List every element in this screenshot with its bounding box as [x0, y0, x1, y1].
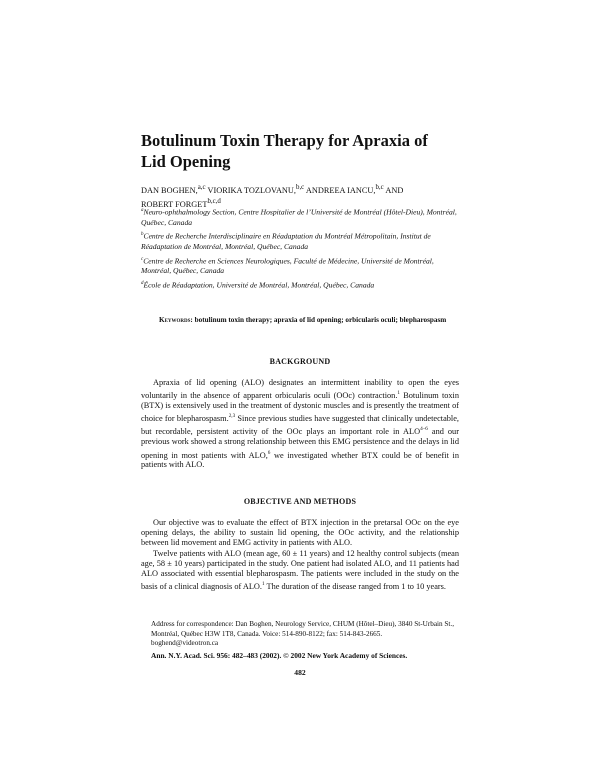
title-line-2: Lid Opening: [141, 152, 231, 171]
keywords-label: Keywords:: [159, 316, 193, 324]
background-paragraph: Apraxia of lid opening (ALO) designates an intermittent inability to open the eyes voluntarily in the absence of apparent orbicularis oculi (OOc) contraction.$^1$ Botulinum toxin (BTX) is extensively used in the treatment of dystonic muscles and is presently the treatment of choice for blepharospasm.$^{2,3}$ Since previous studies have suggested that clinically undetectable, but recordable, persistent activity of the OOc plays an important role in ALO$^{4-6}$ and our previous work showed a strong relationship between this EMG persistence and the delays in lid opening in most patients with ALO,$^6$ we investigated whether BTX could be of benefit in patients with ALO.: [141, 378, 459, 470]
affiliations: [141, 206, 459, 293]
journal-citation: Ann. N.Y. Acad. Sci. 956: 482–483 (2002). © 2002 New York Academy of Sciences.: [151, 651, 408, 660]
correspondence-footnote: Address for correspondence: Dan Boghen, Neurology Service, CHUM (Hôtel–Dieu), 3840 St-Urbain St., Montréal, Québec H3W 1T8, Canada. Voice: 514-890-8122; fax: 514-843-2665. boghend@videotron.ca: [151, 620, 455, 648]
objective-paragraph: Our objective was to evaluate the effect of BTX injection in the pretarsal OOc on the eye opening delays, the ability to sustain lid opening, the OOc activity, and the relationship between lid movement and EMG activity in patients with ALO. Twelve patients with ALO (mean age, 60 ± 11 years) and 12 healthy control subjects (mean age, 58 ± 10 years) participated in the study. One patient had isolated ALO, and 11 patients had ALO associated with essential blepharospasm. The patients were included in the study on the basis of a clinical diagnosis of ALO.$^1$ The duration of the disease ranged from 1 to 10 years.: [141, 518, 459, 591]
article-title: [141, 130, 459, 172]
keywords-text: botulinum toxin therapy; apraxia of lid opening; orbicularis oculi; blepharospasm: [192, 316, 447, 324]
affiliation-b: $^b$Centre de Recherche Interdisciplinaire en Réadaptation du Montréal Métropolitain, Institut de Réadaptation de Montréal, Montréal, Québec, Canada: [141, 231, 431, 252]
affiliation-d: $^d$École de Réadaptation, Université de Montréal, Montréal, Québec, Canada: [141, 280, 375, 290]
title-line-1: Botulinum Toxin Therapy for Apraxia of: [141, 131, 428, 150]
affiliation-c: $^c$Centre de Recherche en Sciences Neurologiques, Faculté de Médecine, Université de Montréal, Montréal, Québec, Canada: [141, 256, 434, 276]
background-heading: BACKGROUND: [269, 357, 331, 366]
affiliation-a: $^a$Neuro-ophthalmology Section, Centre Hospitalier de l’Université de Montréal (Hôtel-Dieu), Montréal, Québec, Canada: [141, 207, 457, 227]
keywords: [159, 316, 449, 326]
author-list: DAN BOGHEN,$^{a,c}$ VIORIKA TOZLOVANU,$^{b,c}$ ANDREEA IANCU,$^{b,c}$ AND ROBERT FORGET$^{b,c,d}$: [141, 184, 404, 209]
page-number: 482: [294, 668, 306, 677]
objective-heading: OBJECTIVE AND METHODS: [243, 497, 357, 506]
